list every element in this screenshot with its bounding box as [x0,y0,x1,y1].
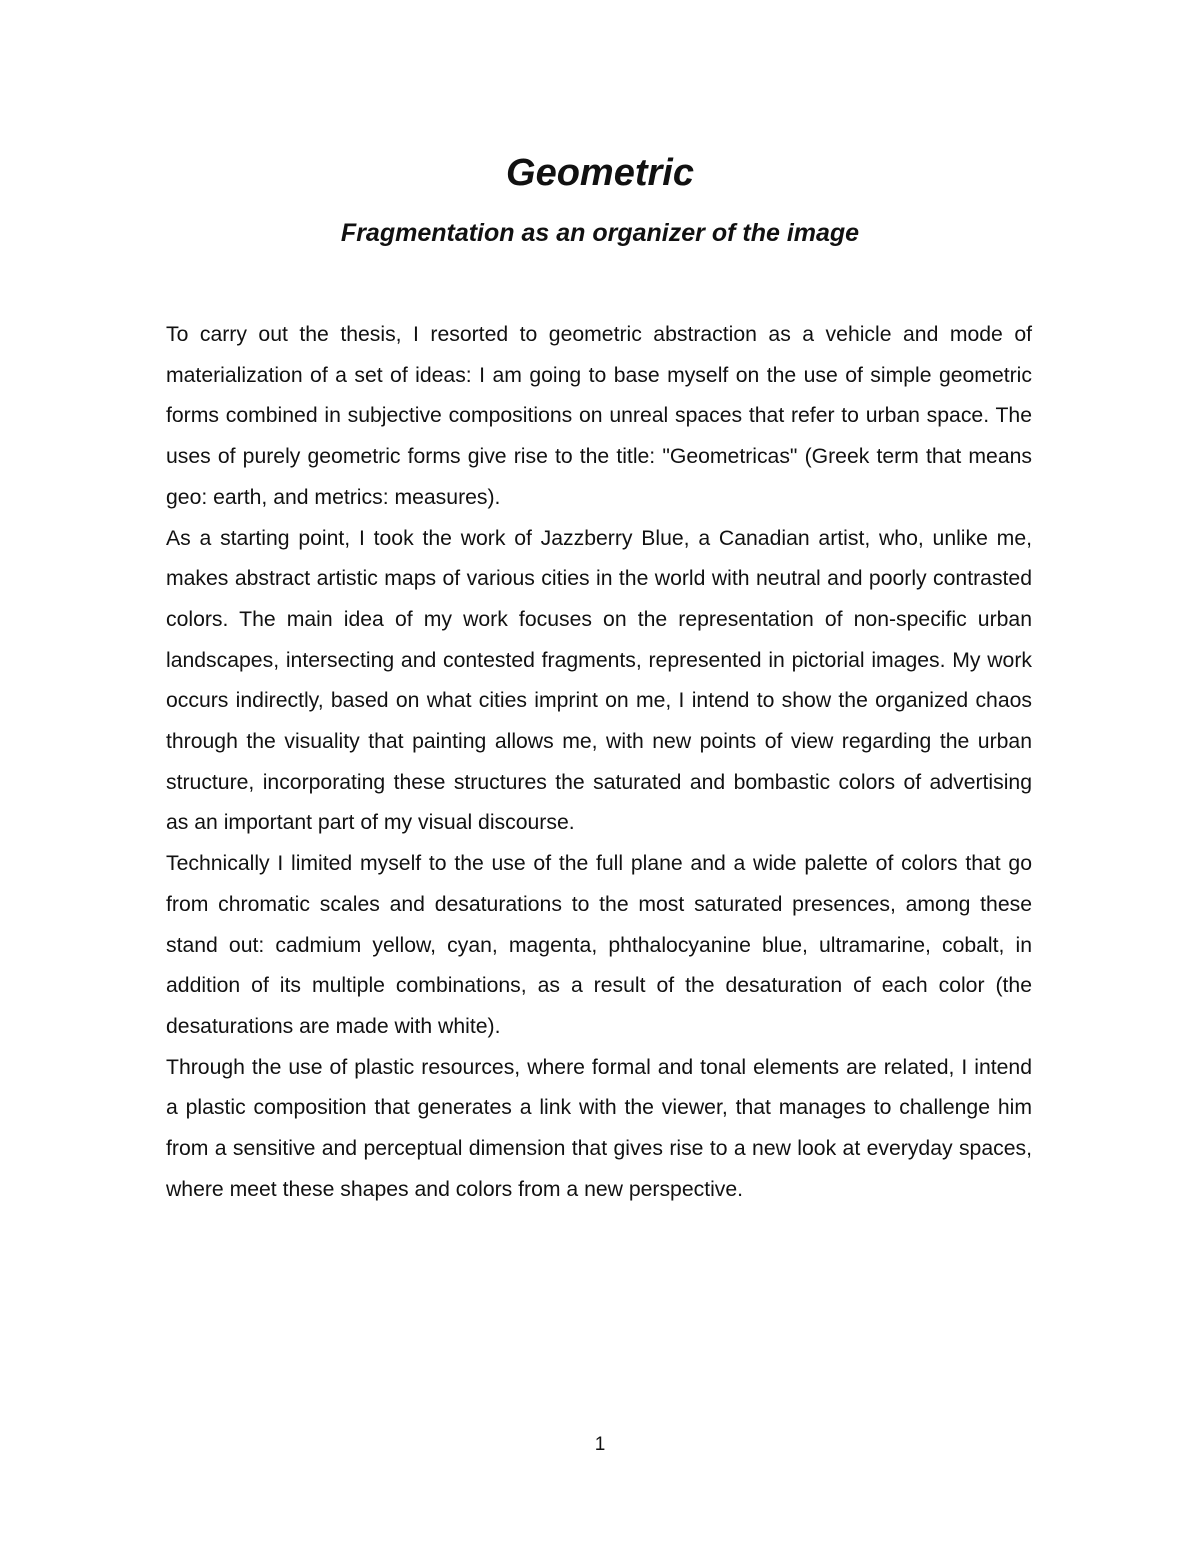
paragraph-1: To carry out the thesis, I resorted to geometric abstraction as a vehicle and mode of materialization of a set of ideas: I am going to base myself on the use of simple geometric forms combined in subjective compositions on unreal spaces that refer to urban space. The uses of purely geometric forms give rise to the title: "Geometricas" (Greek term that means geo: earth, and metrics: measures). [166,323,1032,509]
paragraph-3: Technically I limited myself to the use of the full plane and a wide palette of colors that go from chromatic scales and desaturations to the most saturated presences, among these stand out: cadmium yellow, cyan, magenta, phthalocyanine blue, ultramarine, cobalt, in addition of its multiple combinations, as a result of the desaturation of each color (the desaturations are made with white). [166,852,1032,1038]
document-subtitle: Fragmentation as an organizer of the image [340,219,860,247]
document-body [166,315,1032,1210]
document-title: Geometric [506,152,694,194]
page-number: 1 [594,1434,606,1455]
paragraph-2: As a starting point, I took the work of Jazzberry Blue, a Canadian artist, who, unlike me, makes abstract artistic maps of various cities in the world with neutral and poorly contrasted colors. The main idea of my work focuses on the representation of non-specific urban landscapes, intersecting and contested fragments, represented in pictorial images. My work occurs indirectly, based on what cities imprint on me, I intend to show the organized chaos through the visuality that painting allows me, with new points of view regarding the urban structure, incorporating these structures the saturated and bombastic colors of advertising as an important part of my visual discourse. [166,526,1032,835]
paragraph-4: Through the use of plastic resources, where formal and tonal elements are related, I intend a plastic composition that generates a link with the viewer, that manages to challenge him from a sensitive and perceptual dimension that gives rise to a new look at everyday spaces, where meet these shapes and colors from a new perspective. [166,1055,1032,1201]
